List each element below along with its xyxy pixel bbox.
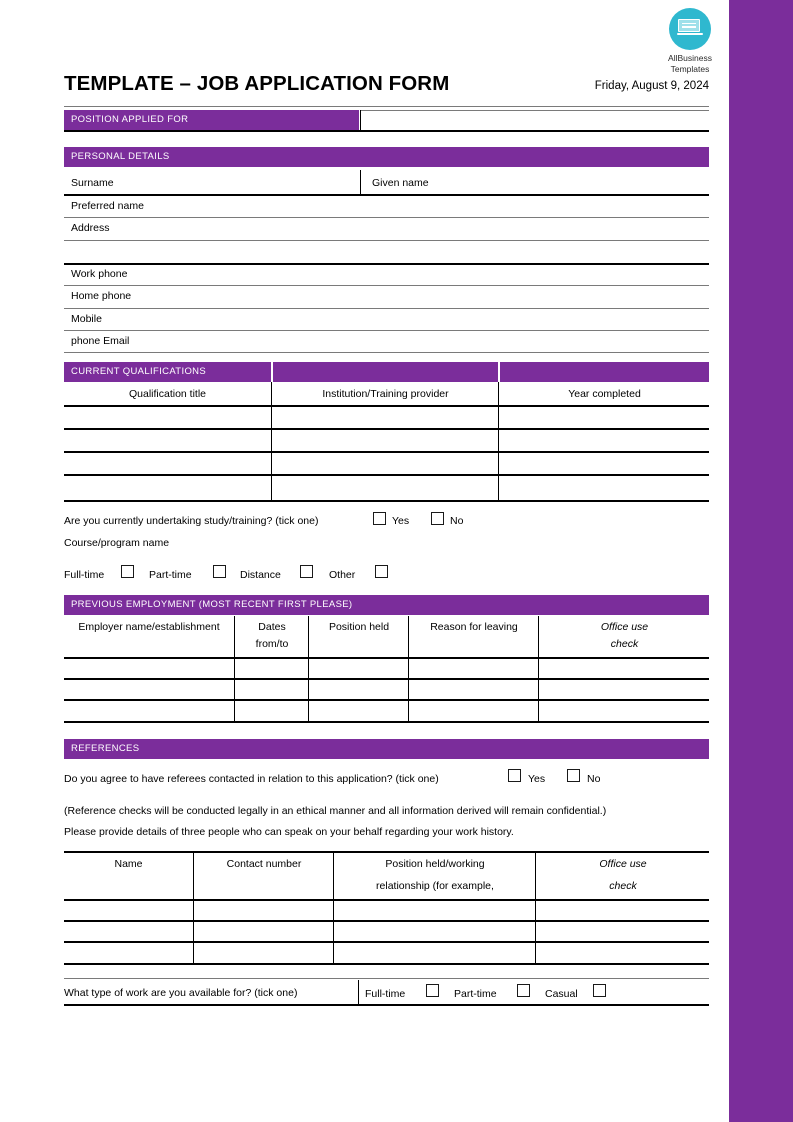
- col-institution: Institution/Training provider: [322, 388, 449, 400]
- form-date: Friday, August 9, 2024: [594, 80, 709, 92]
- divider: [64, 474, 709, 476]
- checkbox-mode-part-time[interactable]: [213, 565, 226, 578]
- divider: [308, 616, 309, 722]
- col-ref-contact-number: Contact number: [226, 858, 302, 870]
- divider: [64, 428, 709, 430]
- divider: [64, 1004, 709, 1006]
- section-header-qualifications-fill: [500, 362, 709, 382]
- col-ref-name: Name: [114, 858, 143, 870]
- label-mode-full-time: Full-time: [64, 569, 105, 581]
- checkbox-availability-casual[interactable]: [593, 984, 606, 997]
- divider: [64, 899, 709, 901]
- label-address: Address: [71, 222, 110, 234]
- label-home-phone: Home phone: [71, 290, 132, 302]
- col-employer-name: Employer name/establishment: [78, 621, 220, 633]
- label-referee-no: No: [587, 773, 601, 785]
- label-course-program: Course/program name: [64, 537, 170, 549]
- page-title: TEMPLATE – JOB APPLICATION FORM: [64, 72, 450, 95]
- section-header-personal-details: PERSONAL DETAILS: [64, 147, 709, 167]
- divider: [64, 851, 709, 853]
- divider: [64, 405, 709, 407]
- checkbox-referee-yes[interactable]: [508, 769, 521, 782]
- divider: [64, 721, 709, 723]
- col-ref-office-use-line1: Office use: [599, 858, 647, 870]
- checkbox-mode-full-time[interactable]: [121, 565, 134, 578]
- divider: [64, 194, 709, 196]
- divider: [408, 616, 409, 722]
- divider: [234, 616, 235, 722]
- divider: [64, 106, 709, 107]
- divider: [271, 382, 272, 501]
- divider: [64, 308, 709, 309]
- checkbox-study-yes[interactable]: [373, 512, 386, 525]
- col-ref-position-line1: Position held/working: [385, 858, 485, 870]
- reference-note-line2: Please provide details of three people who can speak on your behalf regarding your work history.: [64, 826, 514, 838]
- divider: [358, 980, 359, 1004]
- section-header-references: REFERENCES: [64, 739, 709, 759]
- checkbox-mode-distance[interactable]: [300, 565, 313, 578]
- checkbox-mode-other[interactable]: [375, 565, 388, 578]
- laptop-icon: [669, 8, 711, 50]
- label-mode-other: Other: [329, 569, 356, 581]
- divider: [64, 217, 709, 218]
- referee-consent-question: Do you agree to have referees contacted in relation to this application? (tick one): [64, 773, 439, 785]
- label-mode-distance: Distance: [240, 569, 281, 581]
- col-dates-line2: from/to: [255, 638, 289, 650]
- col-office-use-line1: Office use: [600, 621, 649, 633]
- divider: [64, 130, 709, 132]
- divider: [64, 330, 709, 331]
- divider: [535, 851, 536, 964]
- label-availability-part-time: Part-time: [454, 988, 497, 1000]
- divider: [64, 285, 709, 286]
- label-phone-email: phone Email: [71, 335, 130, 347]
- checkbox-referee-no[interactable]: [567, 769, 580, 782]
- label-given-name: Given name: [372, 177, 429, 189]
- divider: [498, 382, 499, 501]
- brand-name-line2: Templates: [670, 63, 710, 74]
- section-header-qualifications-fill: [273, 362, 498, 382]
- divider: [64, 263, 709, 265]
- divider: [64, 352, 709, 353]
- label-preferred-name: Preferred name: [71, 200, 144, 212]
- col-ref-position-line2: relationship (for example,: [376, 880, 494, 892]
- label-study-yes: Yes: [392, 515, 410, 527]
- section-header-position: POSITION APPLIED FOR: [64, 110, 359, 130]
- label-study-no: No: [450, 515, 464, 527]
- reference-note-line1: (Reference checks will be conducted legally in an ethical manner and all information derived will remain confidential.): [64, 805, 607, 817]
- col-year-completed: Year completed: [568, 388, 641, 400]
- divider: [64, 941, 709, 943]
- divider: [64, 657, 709, 659]
- divider: [64, 240, 709, 241]
- section-header-previous-employment: PREVIOUS EMPLOYMENT (MOST RECENT FIRST PLEASE): [64, 595, 709, 615]
- checkbox-availability-part-time[interactable]: [517, 984, 530, 997]
- col-reason-for-leaving: Reason for leaving: [430, 621, 518, 633]
- divider: [64, 699, 709, 701]
- label-surname: Surname: [71, 177, 114, 189]
- col-qualification-title: Qualification title: [128, 388, 207, 400]
- divider: [538, 616, 539, 722]
- label-mode-part-time: Part-time: [149, 569, 192, 581]
- col-position-held: Position held: [328, 621, 390, 633]
- label-availability-casual: Casual: [545, 988, 578, 1000]
- divider: [64, 678, 709, 680]
- divider: [64, 978, 709, 979]
- divider: [64, 920, 709, 922]
- checkbox-availability-full-time[interactable]: [426, 984, 439, 997]
- col-office-use-line2: check: [610, 638, 639, 650]
- divider: [193, 851, 194, 964]
- label-work-phone: Work phone: [71, 268, 128, 280]
- study-question: Are you currently undertaking study/training? (tick one): [64, 515, 319, 527]
- availability-question: What type of work are you available for? (tick one): [64, 987, 298, 999]
- checkbox-study-no[interactable]: [431, 512, 444, 525]
- section-header-qualifications: CURRENT QUALIFICATIONS: [64, 362, 271, 382]
- col-dates-line1: Dates: [258, 621, 286, 633]
- brand-logo: [655, 8, 725, 74]
- label-referee-yes: Yes: [528, 773, 546, 785]
- label-mobile: Mobile: [71, 313, 102, 325]
- divider: [64, 963, 709, 965]
- col-ref-office-use-line2: check: [609, 880, 637, 892]
- divider: [360, 170, 361, 194]
- divider: [64, 451, 709, 453]
- divider: [64, 500, 709, 502]
- divider: [333, 851, 334, 964]
- brand-name-line1: AllBusiness: [668, 53, 712, 63]
- divider: [361, 110, 709, 111]
- decorative-right-band: [729, 0, 793, 1122]
- divider: [360, 110, 361, 131]
- label-availability-full-time: Full-time: [365, 988, 406, 1000]
